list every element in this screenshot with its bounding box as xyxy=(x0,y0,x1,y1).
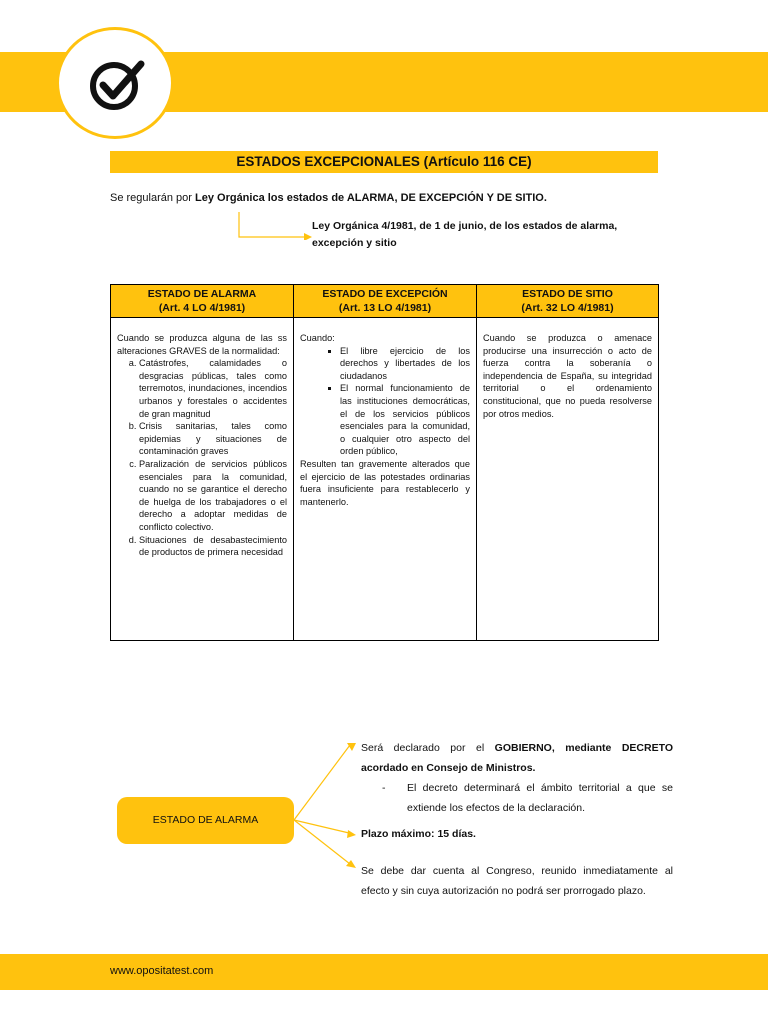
header-sitio-title: ESTADO DE SITIO xyxy=(522,288,613,300)
intro-bold: Ley Orgánica los estados de ALARMA, DE EXCEPCIÓN Y DE SITIO. xyxy=(195,192,547,204)
list-item: ▪ El libre ejercicio de los derechos y libertades de los ciudadanos xyxy=(340,345,470,383)
list-item: ▪ El normal funcionamiento de las instituciones democráticas, el de los servicios públicos esenciales para la comunidad, o cualquier otro aspecto del orden público, xyxy=(340,382,470,458)
dash-bullet: - xyxy=(382,782,386,794)
footer-url[interactable]: www.opositatest.com xyxy=(110,965,214,977)
header-alarma-art: (Art. 4 LO 4/1981) xyxy=(158,302,246,314)
list-item: b. Crisis sanitarias, tales como epidemias y situaciones de contaminación graves xyxy=(139,420,287,458)
branch-declaracion xyxy=(361,738,673,818)
branch1-bold: GOBIERNO, mediante DECRETO acordado en Consejo de Ministros. xyxy=(361,742,673,774)
header-sitio-art: (Art. 32 LO 4/1981) xyxy=(521,302,614,314)
list-item: c. Paralización de servicios públicos esenciales para la comunidad, cuando no se garantice el derecho de huelga de los trabajadores o el derecho a adoptar medidas de conflicto colectivo. xyxy=(139,458,287,534)
branch1-sub-text: El decreto determinará el ámbito territorial a que se extiende los efectos de la declaración. xyxy=(407,782,673,814)
branch-plazo: Plazo máximo: 15 días. xyxy=(361,828,476,840)
branch1-prefix: Será declarado por el xyxy=(361,742,495,754)
header-excepcion-title: ESTADO DE EXCEPCIÓN xyxy=(322,288,448,300)
header-alarma-title: ESTADO DE ALARMA xyxy=(147,288,257,300)
alarma-intro: Cuando se produzca alguna de las ss alteraciones GRAVES de la normalidad: xyxy=(117,333,287,356)
estado-alarma-box: ESTADO DE ALARMA xyxy=(117,797,294,844)
excepcion-intro: Cuando: xyxy=(300,333,335,343)
excepcion-outro: Resulten tan gravemente alterados que el ejercicio de las potestades ordinarias fuera insuficiente para restablecerlo y mantenerlo. xyxy=(300,458,470,507)
branch1-subitem xyxy=(361,778,673,818)
branch-congreso: Se debe dar cuenta al Congreso, reunido inmediatamente al efecto y sin cuya autorización no podrá ser prorrogado plazo. xyxy=(361,865,673,897)
list-item: a. Catástrofes, calamidades o desgracias públicas, tales como terremotos, inundaciones, incendios urbanos y forestales o accidentes de gran magnitud xyxy=(139,357,287,420)
header-excepcion-art: (Art. 13 LO 4/1981) xyxy=(338,302,432,314)
ley-note: Ley Orgánica 4/1981, de 1 de junio, de los estados de alarma, excepción y sitio xyxy=(312,220,618,249)
list-item: d. Situaciones de desabastecimiento de productos de primera necesidad xyxy=(139,534,287,559)
page-title: ESTADOS EXCEPCIONALES (Artículo 116 CE) xyxy=(110,151,658,173)
sitio-text: Cuando se produzca o amenace producirse una insurrección o acto de fuerza contra la soberanía o independencia de España, su integridad territorial o el ordenamiento constitucional, que no pueda resolverse por otros medios. xyxy=(483,333,652,419)
intro-prefix: Se regularán por xyxy=(110,192,195,204)
